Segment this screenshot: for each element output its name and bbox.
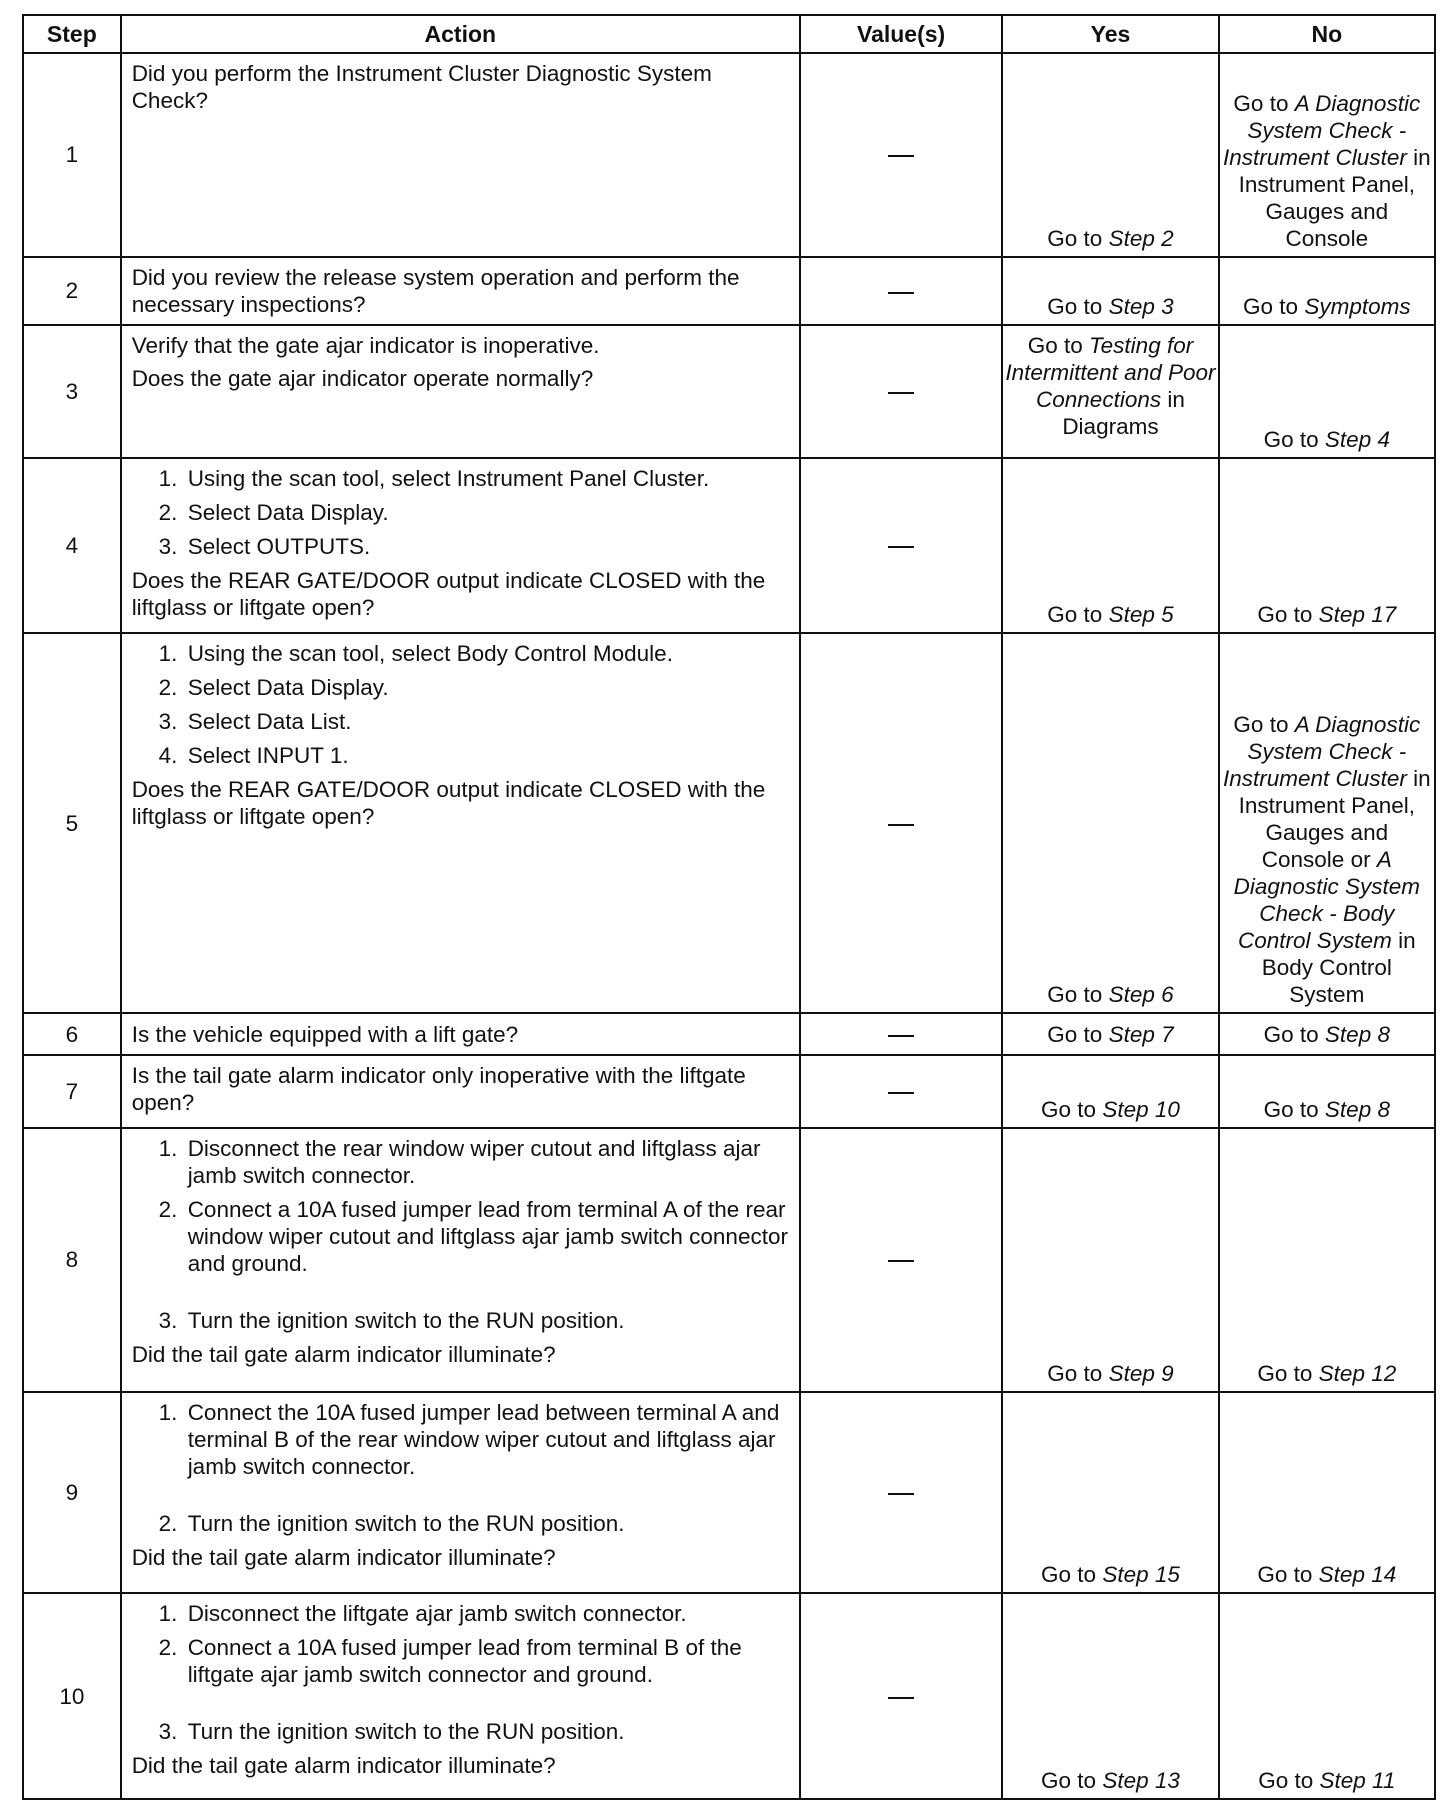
no-cell — [1219, 257, 1435, 326]
yes-prefix: Go to — [1041, 1768, 1097, 1793]
no-prefix: Go to — [1263, 1096, 1319, 1122]
action-question: Is the vehicle equipped with a lift gate? — [131, 1021, 519, 1047]
action-cell — [121, 1392, 800, 1594]
value-cell — [800, 458, 1002, 633]
yes-cell — [1002, 1013, 1218, 1055]
value-cell — [800, 257, 1002, 326]
yes-link[interactable]: Step 9 — [1108, 1360, 1174, 1386]
value-dash — [888, 1260, 914, 1262]
value-cell — [800, 53, 1002, 257]
value-cell — [800, 1593, 1002, 1799]
no-link[interactable]: Step 14 — [1318, 1562, 1397, 1588]
action-question: Does the gate ajar indicator operate normally? — [131, 366, 594, 392]
no-link[interactable]: Symptoms — [1304, 294, 1411, 320]
yes-link[interactable]: Step 6 — [1108, 982, 1174, 1008]
action-cell — [121, 53, 800, 257]
yes-cell — [1002, 257, 1218, 326]
value-cell — [800, 325, 1002, 458]
yes-link[interactable]: Step 10 — [1102, 1096, 1180, 1122]
step-number: 9 — [23, 1392, 121, 1594]
yes-link[interactable]: Step 15 — [1102, 1562, 1180, 1588]
yes-prefix: Go to — [1027, 333, 1083, 359]
no-prefix: Go to — [1258, 1768, 1314, 1793]
table-row — [23, 53, 1435, 257]
value-dash — [888, 392, 914, 394]
action-step: 2. Connect a 10A fused jumper lead from terminal A of the rear window wiper cutout and liftglass ajar jamb switch connector and ground. — [184, 1196, 789, 1277]
no-link[interactable]: Step 11 — [1319, 1768, 1396, 1793]
no-link[interactable]: Step 8 — [1324, 1021, 1390, 1047]
action-question: Is the tail gate alarm indicator only inoperative with the liftgate open? — [131, 1062, 746, 1115]
action-intro: Verify that the gate ajar indicator is inoperative. — [131, 333, 600, 359]
table-row — [23, 1128, 1435, 1392]
step-number: 5 — [23, 633, 121, 1013]
action-step: 2. Connect a 10A fused jumper lead from terminal B of the liftgate ajar jamb switch connector and ground. — [184, 1634, 789, 1688]
action-question: Did the tail gate alarm indicator illuminate? — [131, 1753, 556, 1779]
yes-cell — [1002, 1392, 1218, 1594]
action-cell — [121, 325, 800, 458]
action-cell — [121, 257, 800, 326]
step-number: 7 — [23, 1055, 121, 1128]
yes-prefix: Go to — [1047, 601, 1103, 627]
value-cell — [800, 633, 1002, 1013]
header-action: Action — [121, 15, 800, 53]
action-step: 1. Disconnect the rear window wiper cutout and liftglass ajar jamb switch connector. — [184, 1135, 789, 1189]
no-prefix: Go to — [1233, 712, 1289, 738]
action-question: Does the REAR GATE/DOOR output indicate CLOSED with the liftglass or liftgate open? — [131, 568, 766, 621]
no-mid: in Instrument Panel, Gauges and Console or — [1238, 766, 1431, 873]
yes-link[interactable]: Step 7 — [1108, 1021, 1174, 1047]
yes-prefix: Go to — [1047, 294, 1103, 320]
yes-cell — [1002, 53, 1218, 257]
value-cell — [800, 1055, 1002, 1128]
table-row — [23, 1392, 1435, 1594]
yes-suffix: in Diagrams — [1062, 387, 1185, 440]
action-cell — [121, 633, 800, 1013]
yes-link[interactable]: Step 13 — [1102, 1768, 1180, 1793]
step-number: 8 — [23, 1128, 121, 1392]
yes-link[interactable]: Testing for Intermittent and Poor Connections — [1005, 333, 1216, 413]
value-dash — [888, 292, 914, 294]
no-prefix: Go to — [1257, 1360, 1313, 1386]
action-steps — [132, 465, 789, 560]
no-cell — [1219, 633, 1435, 1013]
action-steps — [132, 1600, 789, 1745]
no-cell — [1219, 53, 1435, 257]
no-prefix: Go to — [1243, 294, 1299, 320]
action-step: 3. Turn the ignition switch to the RUN position. — [184, 1307, 789, 1334]
value-dash — [888, 1697, 914, 1699]
table-row — [23, 1013, 1435, 1055]
no-cell — [1219, 1392, 1435, 1594]
no-prefix: Go to — [1263, 427, 1319, 453]
action-question: Did the tail gate alarm indicator illuminate? — [131, 1544, 556, 1570]
no-cell — [1219, 325, 1435, 458]
action-question: Did the tail gate alarm indicator illuminate? — [131, 1341, 556, 1367]
yes-prefix: Go to — [1047, 225, 1103, 251]
step-number: 1 — [23, 53, 121, 257]
yes-prefix: Go to — [1041, 1096, 1097, 1122]
header-values: Value(s) — [800, 15, 1002, 53]
action-steps — [132, 1135, 789, 1334]
yes-link[interactable]: Step 2 — [1108, 225, 1174, 251]
action-step: 3. Select OUTPUTS. — [184, 533, 789, 560]
action-question: Does the REAR GATE/DOOR output indicate CLOSED with the liftglass or liftgate open? — [131, 776, 766, 829]
yes-cell — [1002, 633, 1218, 1013]
yes-prefix: Go to — [1047, 1021, 1103, 1047]
action-cell — [121, 1013, 800, 1055]
no-link[interactable]: Step 8 — [1324, 1096, 1390, 1122]
no-cell — [1219, 1128, 1435, 1392]
no-link[interactable]: Step 17 — [1318, 601, 1397, 627]
action-step: 2. Turn the ignition switch to the RUN position. — [184, 1510, 789, 1537]
value-dash — [888, 546, 914, 548]
action-cell — [121, 1128, 800, 1392]
diagnostic-table — [22, 14, 1436, 1800]
no-link[interactable]: A Diagnostic System Check - Instrument Cluster — [1223, 90, 1421, 170]
yes-prefix: Go to — [1047, 1360, 1103, 1386]
action-step: 1. Using the scan tool, select Instrument Panel Cluster. — [184, 465, 789, 492]
step-number: 4 — [23, 458, 121, 633]
action-step: 2. Select Data Display. — [184, 499, 789, 526]
value-dash — [888, 1092, 914, 1094]
action-cell — [121, 458, 800, 633]
no-cell — [1219, 1593, 1435, 1799]
step-number: 10 — [23, 1593, 121, 1799]
table-row — [23, 458, 1435, 633]
yes-link[interactable]: Step 5 — [1108, 601, 1174, 627]
step-number: 2 — [23, 257, 121, 326]
header-yes: Yes — [1002, 15, 1218, 53]
value-cell — [800, 1128, 1002, 1392]
header-no: No — [1219, 15, 1435, 53]
action-step: 3. Select Data List. — [184, 708, 789, 735]
header-row — [23, 15, 1435, 53]
action-step: 4. Select INPUT 1. — [184, 742, 789, 769]
action-question: Did you review the release system operation and perform the necessary inspections? — [131, 264, 740, 317]
action-steps — [132, 1399, 789, 1537]
yes-link[interactable]: Step 3 — [1108, 294, 1174, 320]
table-row — [23, 1055, 1435, 1128]
no-link-2[interactable]: A Diagnostic System Check - Body Control System — [1233, 847, 1420, 954]
no-cell — [1219, 458, 1435, 633]
value-dash — [888, 155, 914, 157]
yes-prefix: Go to — [1041, 1562, 1097, 1588]
value-dash — [888, 824, 914, 826]
no-link[interactable]: A Diagnostic System Check - Instrument Cluster — [1223, 712, 1421, 792]
no-cell — [1219, 1013, 1435, 1055]
step-number: 3 — [23, 325, 121, 458]
step-number: 6 — [23, 1013, 121, 1055]
no-prefix: Go to — [1263, 1021, 1319, 1047]
action-question: Did you perform the Instrument Cluster Diagnostic System Check? — [131, 61, 712, 113]
no-prefix: Go to — [1257, 1562, 1313, 1588]
action-step: 1. Disconnect the liftgate ajar jamb switch connector. — [184, 1600, 789, 1627]
table-row — [23, 1593, 1435, 1799]
value-dash — [888, 1035, 914, 1037]
yes-cell — [1002, 325, 1218, 458]
no-suffix: in Body Control System — [1261, 928, 1416, 1008]
action-step: 3. Turn the ignition switch to the RUN position. — [184, 1718, 789, 1745]
yes-cell — [1002, 458, 1218, 633]
action-steps — [132, 640, 789, 769]
no-link[interactable]: Step 4 — [1324, 427, 1390, 453]
table-row — [23, 633, 1435, 1013]
header-step: Step — [23, 15, 121, 53]
no-cell — [1219, 1055, 1435, 1128]
action-cell — [121, 1055, 800, 1128]
action-step: 1. Using the scan tool, select Body Control Module. — [184, 640, 789, 667]
action-step: 2. Select Data Display. — [184, 674, 789, 701]
value-dash — [888, 1493, 914, 1495]
yes-cell — [1002, 1593, 1218, 1799]
no-prefix: Go to — [1257, 601, 1313, 627]
no-link[interactable]: Step 12 — [1318, 1360, 1397, 1386]
value-cell — [800, 1392, 1002, 1594]
table-row — [23, 325, 1435, 458]
yes-cell — [1002, 1055, 1218, 1128]
value-cell — [800, 1013, 1002, 1055]
no-prefix: Go to — [1233, 90, 1289, 116]
yes-cell — [1002, 1128, 1218, 1392]
action-cell — [121, 1593, 800, 1799]
yes-prefix: Go to — [1047, 982, 1103, 1008]
table-row — [23, 257, 1435, 326]
action-step: 1. Connect the 10A fused jumper lead between terminal A and terminal B of the rear window wiper cutout and liftglass ajar jamb switch connector. — [184, 1399, 789, 1480]
no-suffix: in Instrument Panel, Gauges and Console — [1238, 144, 1431, 251]
